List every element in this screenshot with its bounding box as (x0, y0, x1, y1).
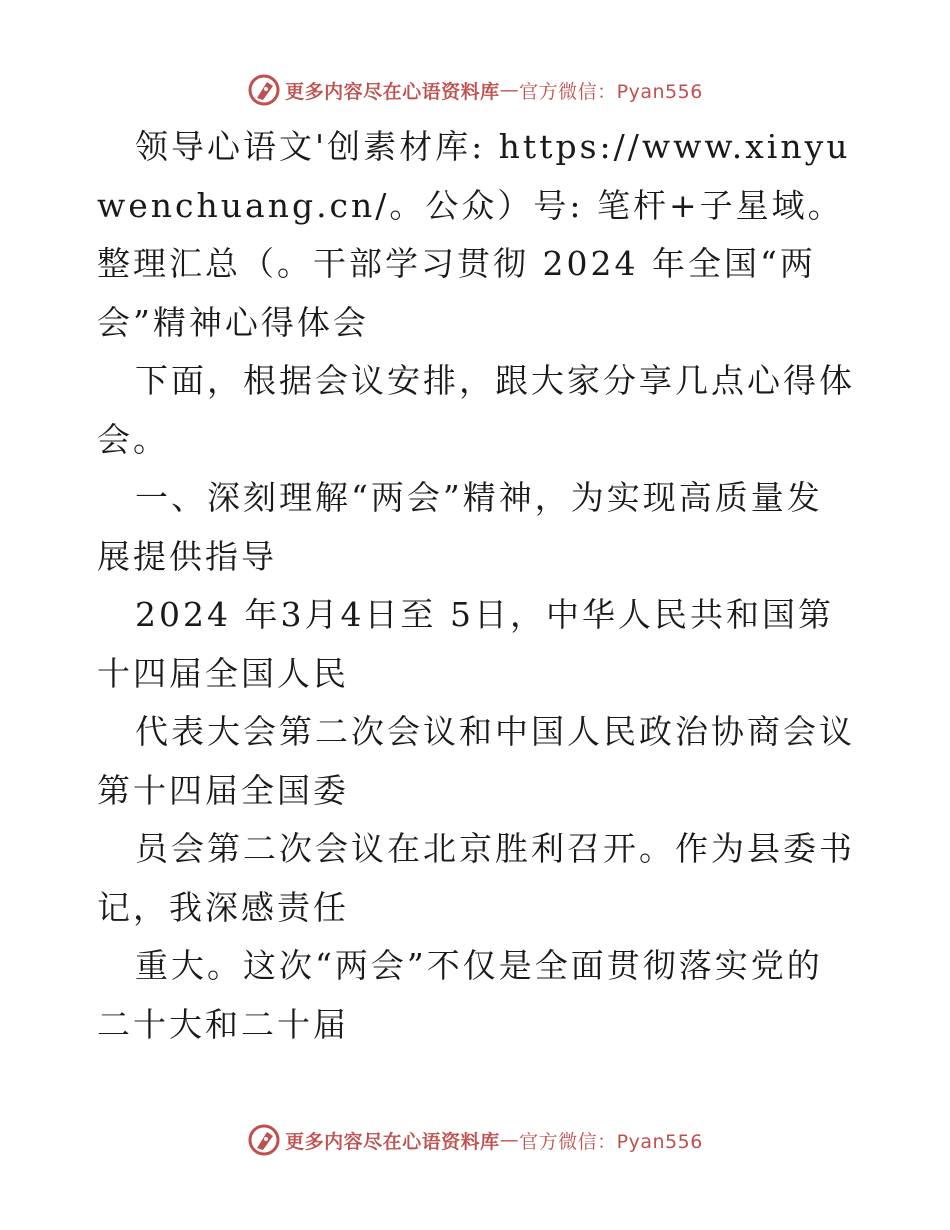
paragraph-body-1: 2024 年3月4日至 5日，中华人民共和国第十四届全国人民 (97, 595, 834, 693)
document-body (97, 118, 857, 1054)
header-banner (0, 70, 950, 110)
banner-lead-text: 更多内容尽在心语资料库 (285, 80, 500, 103)
banner-separator: — (499, 1129, 520, 1151)
section-heading-1: 一、深刻理解“两会”精神，为实现高质量发展提供指导 (97, 478, 823, 576)
banner-lead-text: 更多内容尽在心语资料库 (285, 1130, 500, 1153)
paragraph-body-2: 代表大会第二次会议和中国人民政治协商会议第十四届全国委 (97, 712, 855, 810)
pen-nib-circle-icon (247, 73, 281, 107)
footer-banner (0, 1120, 950, 1160)
paragraph-body-3: 员会第二次会议在北京胜利召开。作为县委书记，我深感责任 (97, 829, 855, 927)
banner-wechat-text: 官方微信：Pyan556 (519, 80, 703, 103)
paragraph-opening: 下面，根据会议安排，跟大家分享几点心得体会。 (97, 361, 855, 459)
banner-wechat-text: 官方微信：Pyan556 (519, 1130, 703, 1153)
banner-separator: — (499, 79, 520, 101)
paragraph-intro: 领导心语文'创素材库: https://www.xinyuwenchuang.cn/。公众）号: 笔杆+子星域。整理汇总（。干部学习贯彻 2024 年全国“两会”精神心得体会 (97, 127, 851, 342)
pen-nib-circle-icon (247, 1123, 281, 1157)
paragraph-body-4: 重大。这次“两会”不仅是全面贯彻落实党的二十大和二十届 (97, 946, 823, 1044)
